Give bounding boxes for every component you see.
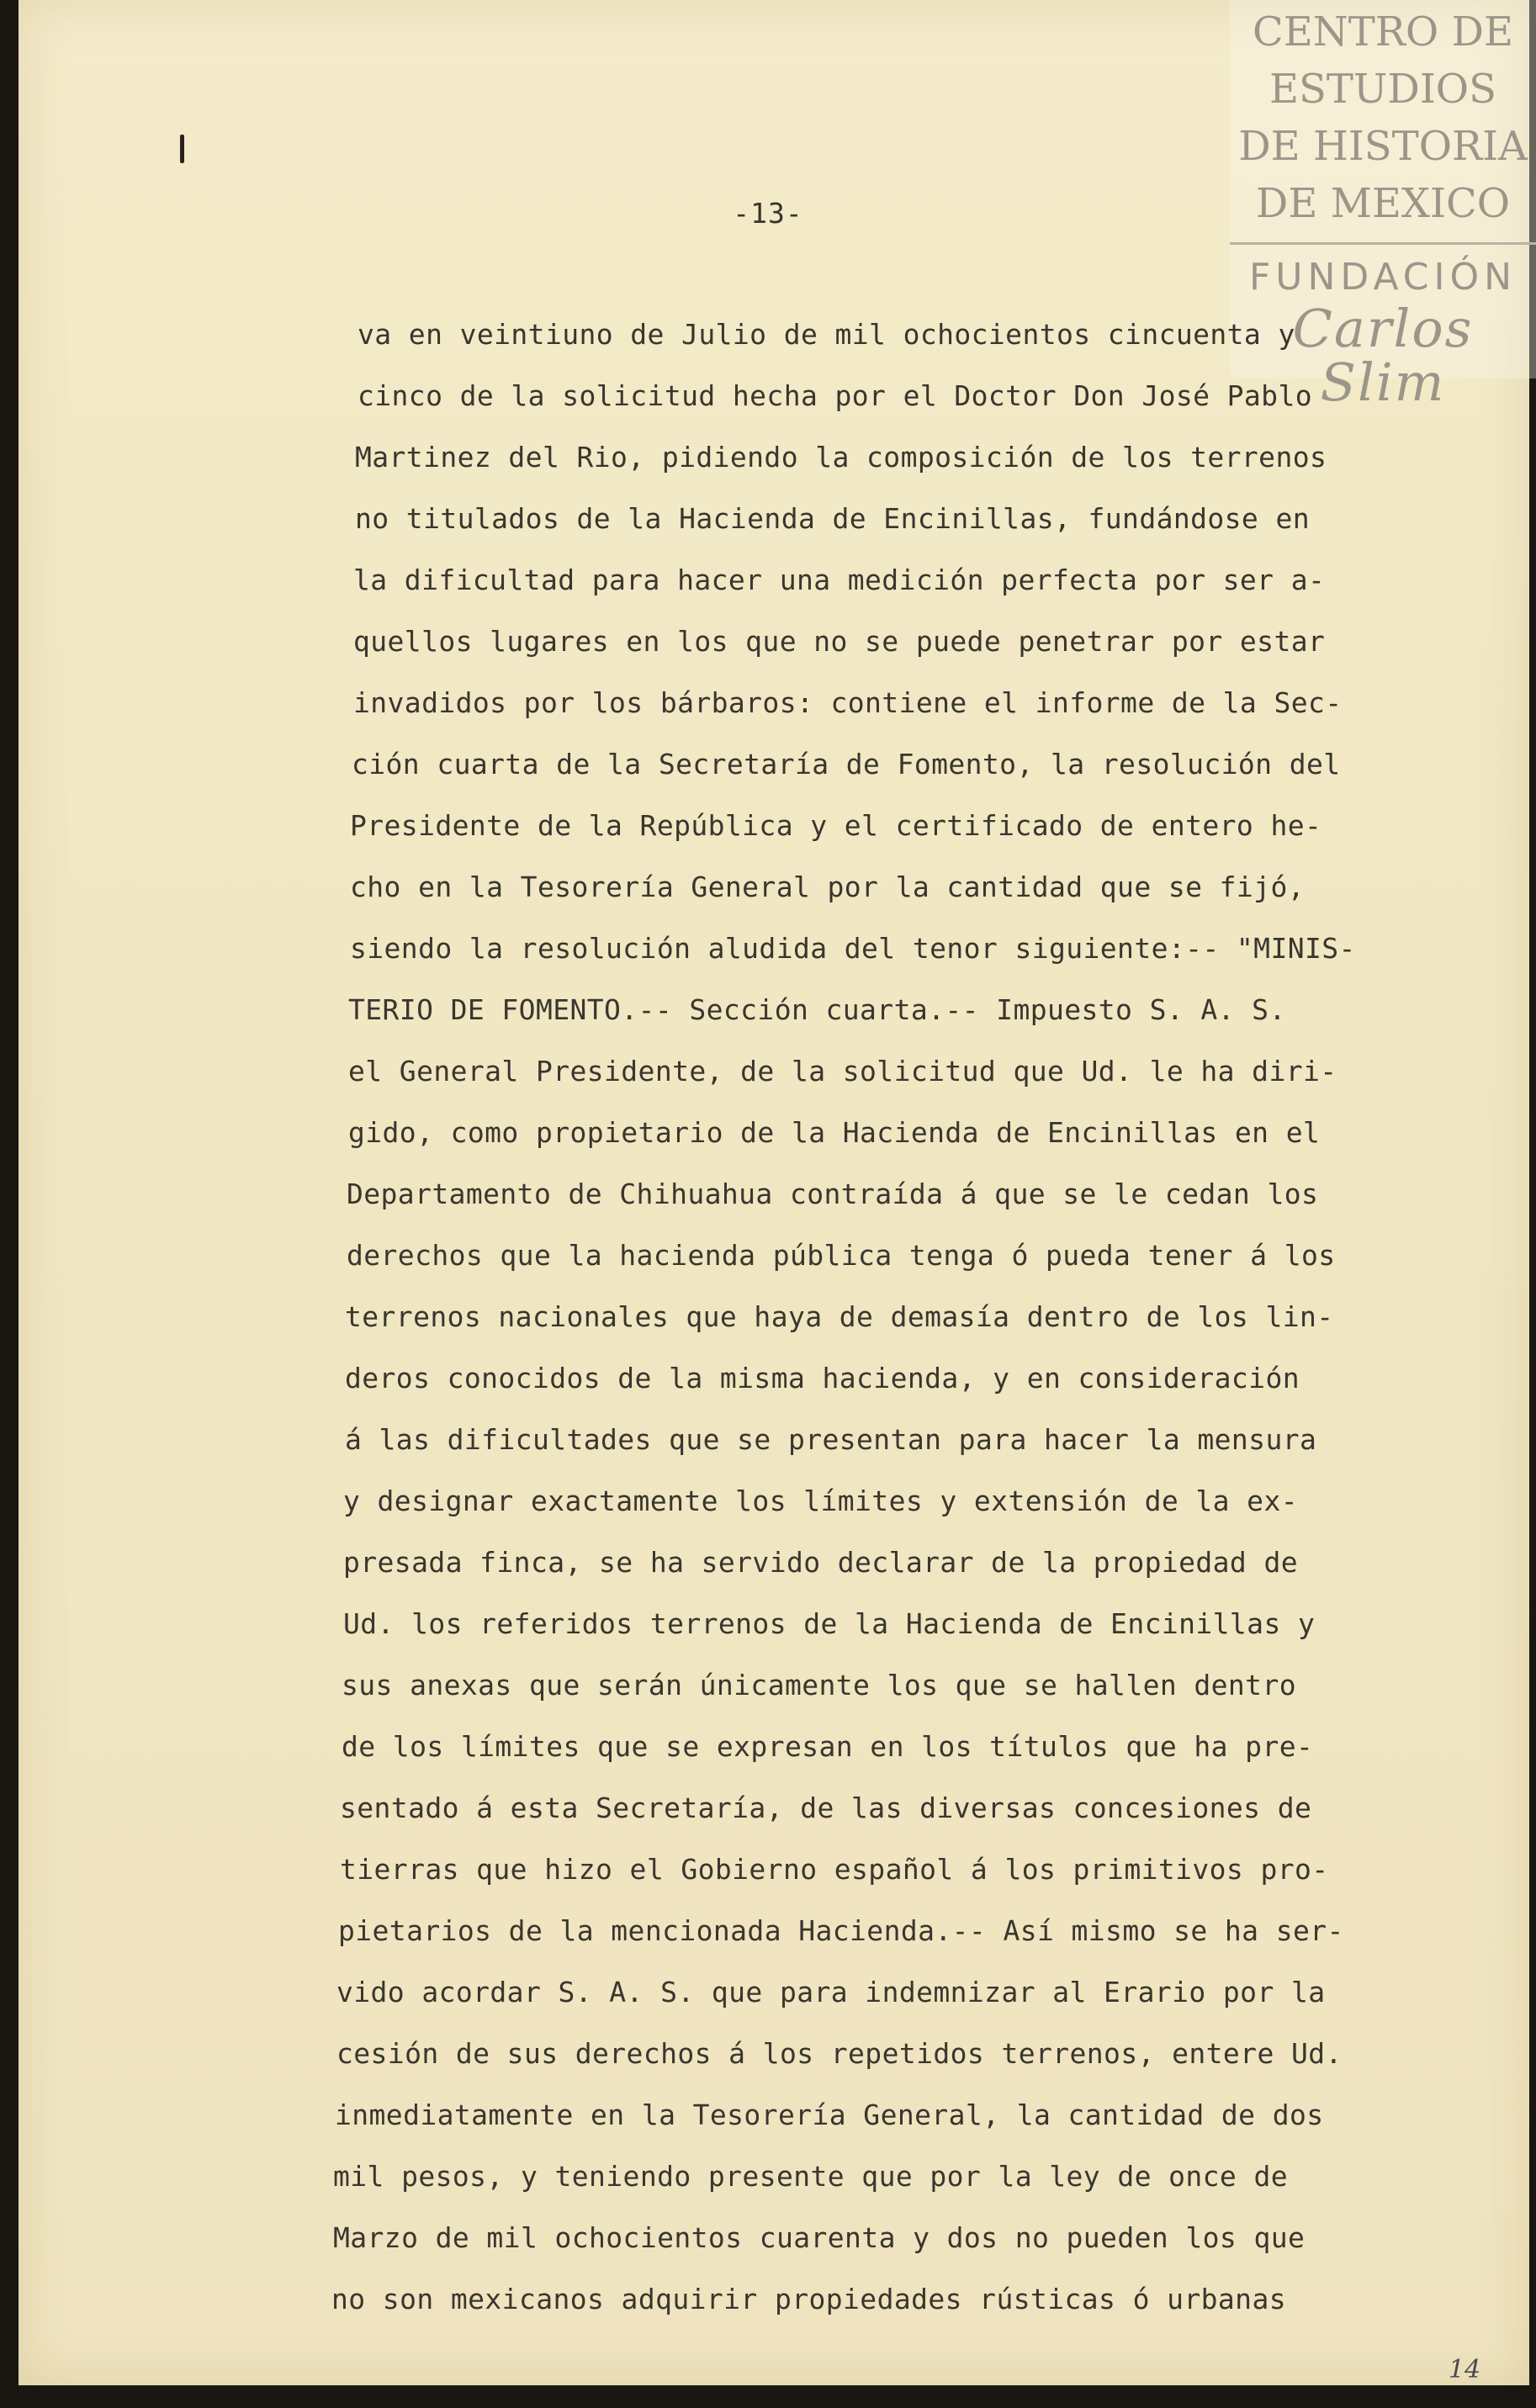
- text-line: presada finca, se ha servido declarar de la propiedad de: [343, 1546, 1298, 1579]
- text-line: quellos lugares en los que no se puede penetrar por estar: [353, 625, 1326, 658]
- watermark-line-2: ESTUDIOS: [1269, 66, 1497, 113]
- text-line: derechos que la hacienda pública tenga ó pueda tener á los: [347, 1239, 1336, 1272]
- text-line: vido acordar S. A. S. que para indemnizar al Erario por la: [336, 1976, 1326, 2008]
- watermark-line-4: DE MEXICO: [1255, 180, 1511, 227]
- text-line: Presidente de la República y el certificado de entero he-: [350, 809, 1322, 842]
- watermark-fundacion: FUNDACIÓN: [1248, 256, 1517, 299]
- text-line: el General Presidente, de la solicitud que Ud. le ha diri-: [348, 1055, 1337, 1088]
- page-number: -13-: [733, 197, 803, 230]
- archive-page-count: 14: [1449, 2355, 1481, 2384]
- text-line: mil pesos, y teniendo presente que por la ley de once de: [333, 2160, 1288, 2193]
- text-line: á las dificultades que se presentan para hacer la mensura: [345, 1423, 1317, 1456]
- text-line: Ud. los referidos terrenos de la Hacienda de Encinillas y: [343, 1607, 1316, 1640]
- watermark-line-1: CENTRO DE: [1252, 8, 1514, 56]
- text-line: pietarios de la mencionada Hacienda.-- Así mismo se ha ser-: [338, 1914, 1344, 1947]
- text-line: terrenos nacionales que haya de demasía dentro de los lin-: [345, 1300, 1334, 1333]
- text-line: deros conocidos de la misma hacienda, y en consideración: [345, 1362, 1300, 1395]
- text-line: siendo la resolución aludida del tenor siguiente:-- "MINIS-: [350, 932, 1356, 965]
- text-line: cinco de la solicitud hecha por el Doctor Don José Pablo: [358, 379, 1312, 412]
- watermark-line-3: DE HISTORIA: [1238, 123, 1528, 170]
- text-line: de los límites que se expresan en los títulos que ha pre-: [342, 1730, 1314, 1763]
- text-line: la dificultad para hacer una medición perfecta por ser a-: [353, 564, 1326, 596]
- text-line: Martinez del Rio, pidiendo la composición de los terrenos: [355, 441, 1327, 474]
- text-line: gido, como propietario de la Hacienda de Encinillas en el: [348, 1116, 1321, 1149]
- text-line: sentado á esta Secretaría, de las diversas concesiones de: [340, 1791, 1312, 1824]
- text-line: inmediatamente en la Tesorería General, la cantidad de dos: [335, 2098, 1324, 2131]
- text-line: sus anexas que serán únicamente los que se hallen dentro: [342, 1669, 1296, 1701]
- text-line: cho en la Tesorería General por la cantidad que se fijó,: [350, 871, 1305, 903]
- text-line: Marzo de mil ochocientos cuarenta y dos no pueden los que: [333, 2221, 1306, 2254]
- text-line: cesión de sus derechos á los repetidos terrenos, entere Ud.: [336, 2037, 1343, 2070]
- text-line: va en veintiuno de Julio de mil ochocientos cincuenta y: [358, 318, 1295, 351]
- text-line: y designar exactamente los límites y extensión de la ex-: [343, 1484, 1298, 1517]
- text-line: no titulados de la Hacienda de Encinillas, fundándose en: [355, 502, 1310, 535]
- text-line: ción cuarta de la Secretaría de Fomento, la resolución del: [352, 748, 1341, 781]
- text-line: no son mexicanos adquirir propiedades rústicas ó urbanas: [331, 2283, 1286, 2315]
- text-line: tierras que hizo el Gobierno español á los primitivos pro-: [340, 1853, 1329, 1886]
- watermark-signature: Carlos Slim: [1292, 298, 1474, 413]
- text-line: Departamento de Chihuahua contraída á que se le cedan los: [347, 1178, 1319, 1210]
- text-line: TERIO DE FOMENTO.-- Sección cuarta.-- Impuesto S. A. S.: [348, 993, 1286, 1026]
- text-line: invadidos por los bárbaros: contiene el informe de la Sec-: [353, 686, 1343, 719]
